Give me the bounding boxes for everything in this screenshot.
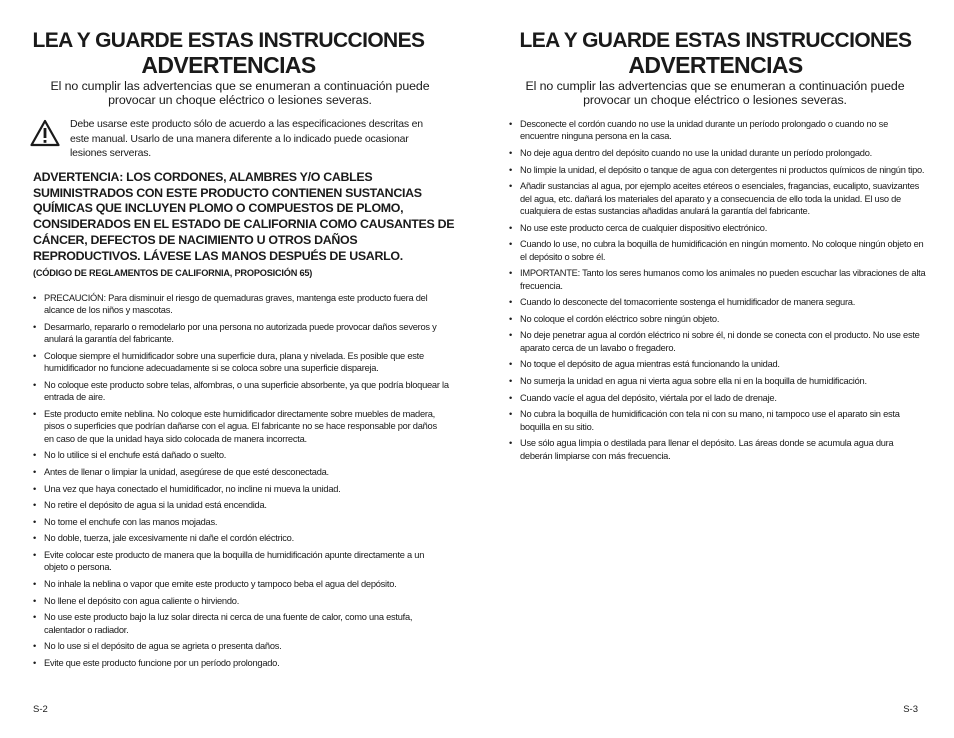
list-item: • Desarmarlo, repararlo o remodelarlo por una persona no autorizada puede provocar daños severos y anulará la garantía del fabricante.: [33, 321, 449, 346]
list-item: • No lo use si el depósito de agua se agrieta o presenta daños.: [33, 640, 449, 652]
prop65-warning: ADVERTENCIA: LOS CORDONES, ALAMBRES Y/O CABLES SUMINISTRADOS CON ESTE PRODUCTO CONTIENEN SUSTANCIAS QUÍMICAS QUE INCLUYEN PLOMO O COMPUESTOS DE PLOMO, CONSIDERADOS EN EL ESTADO DE CALIFORNIA COMO CAUSANTES DE CÁNCER, DEFECTOS DE NACIMIENTO U OTROS DAÑOS REPRODUCTIVOS. LÁVESE LAS MANOS DESPUÉS DE USARLO.: [33, 170, 455, 263]
caution-text: Debe usarse este producto sólo de acuerdo a las especificaciones descritas en este manual. Usarlo de una manera diferente a lo indicado puede ocasionar lesiones serveras.: [70, 118, 423, 160]
list-item: • No cubra la boquilla de humidificación con tela ni con su mano, ni tampoco use el aparato sin esta boquilla en su sitio.: [509, 408, 927, 433]
page-number: S-2: [33, 704, 48, 715]
list-item: • No use este producto cerca de cualquier dispositivo electrónico.: [509, 222, 927, 234]
list-item: • Este producto emite neblina. No coloque este humidificador directamente sobre muebles de madera, pisos o superficies que podrían dañarse con el agua. El fabricante no se hace responsable por daños en caso de que la unidad haya sido colocada de manera incorrecta.: [33, 408, 449, 445]
list-item: • No tome el enchufe con las manos mojadas.: [33, 516, 449, 528]
list-item: • Cuando lo desconecte del tomacorriente sostenga el humidificador de manera segura.: [509, 296, 927, 308]
list-item: • No toque el depósito de agua mientras está funcionando la unidad.: [509, 358, 927, 370]
warning-intro: El no cumplir las advertencias que se enumeran a continuación puede provocar un choque eléctrico o lesiones severas.: [50, 79, 430, 107]
list-item: • PRECAUCIÓN: Para disminuir el riesgo de quemaduras graves, mantenga este producto fuera del alcance de los niños y mascotas.: [33, 292, 449, 317]
list-item: • No doble, tuerza, jale excesivamente ni dañe el cordón eléctrico.: [33, 532, 449, 544]
page-heading: LEA Y GUARDE ESTAS INSTRUCCIONES: [519, 29, 912, 52]
warning-triangle-icon: [30, 119, 60, 147]
list-item: • No deje penetrar agua al cordón eléctrico ni sobre él, ni donde se conecta con el producto. No use este aparato cerca de un lavabo o fregadero.: [509, 329, 927, 354]
warning-intro: El no cumplir las advertencias que se enumeran a continuación puede provocar un choque eléctrico o lesiones severas.: [525, 79, 905, 107]
warnings-list-left: [33, 292, 449, 673]
list-item: • Evite colocar este producto de manera que la boquilla de humidificación apunte directamente a un objeto o persona.: [33, 549, 449, 574]
list-item: • No coloque el cordón eléctrico sobre ningún objeto.: [509, 313, 927, 325]
page-right: [477, 0, 954, 738]
list-item: • Añadir sustancias al agua, por ejemplo aceites etéreos o esenciales, fragancias, eucalipto, suavizantes del agua, etc. dañará los materiales del aparato y a consecuencia de ello toda la unidad. El uso de cualquiera de estas sustancias añadidas anulará la garantía del fabricante.: [509, 180, 927, 217]
list-item: • No llene el depósito con agua caliente o hirviendo.: [33, 595, 449, 607]
list-item: • Cuando lo use, no cubra la boquilla de humidificación en ningún momento. No coloque ningún objeto en el depósito o sobre él.: [509, 238, 927, 263]
list-item: • No inhale la neblina o vapor que emite este producto y tampoco beba el agua del depósito.: [33, 578, 449, 590]
section-title: ADVERTENCIAS: [628, 52, 803, 78]
list-item: • No retire el depósito de agua si la unidad está encendida.: [33, 499, 449, 511]
warnings-list-right: [509, 118, 927, 466]
list-item: • Desconecte el cordón cuando no use la unidad durante un período prolongado o cuando no se encuentre ninguna persona en la casa.: [509, 118, 927, 143]
list-item: • No limpie la unidad, el depósito o tanque de agua con detergentes ni productos químicos de ningún tipo.: [509, 164, 927, 176]
page-number: S-3: [903, 704, 918, 715]
list-item: • Cuando vacíe el agua del depósito, viértala por el lado de drenaje.: [509, 392, 927, 404]
section-title: ADVERTENCIAS: [141, 52, 316, 78]
list-item: • Coloque siempre el humidificador sobre una superficie dura, plana y nivelada. Es posible que este humidificador no funcione adecuadamente si se coloca sobre una superficie dispareja.: [33, 350, 449, 375]
list-item: • Evite que este producto funcione por un período prolongado.: [33, 657, 449, 669]
list-item: • No coloque este producto sobre telas, alfombras, o una superficie absorbente, ya que podría bloquear la entrada de aire.: [33, 379, 449, 404]
caution-notice: [30, 117, 440, 165]
list-item: • Use sólo agua limpia o destilada para llenar el depósito. Las áreas donde se acumula agua dura deberán limpiarse con más frecuencia.: [509, 437, 927, 462]
list-item: • Antes de llenar o limpiar la unidad, asegúrese de que esté desconectada.: [33, 466, 449, 478]
list-item: • No use este producto bajo la luz solar directa ni cerca de una fuente de calor, como una estufa, calentador o radiador.: [33, 611, 449, 636]
list-item: • No sumerja la unidad en agua ni vierta agua sobre ella ni en la boquilla de humidificación.: [509, 375, 927, 387]
list-item: • No deje agua dentro del depósito cuando no use la unidad durante un período prolongado.: [509, 147, 927, 159]
prop65-citation: (CÓDIGO DE REGLAMENTOS DE CALIFORNIA, PROPOSICIÓN 65): [33, 268, 313, 278]
list-item: • IMPORTANTE: Tanto los seres humanos como los animales no pueden escuchar las vibraciones de alta frecuencia.: [509, 267, 927, 292]
list-item: • Una vez que haya conectado el humidificador, no incline ni mueva la unidad.: [33, 483, 449, 495]
list-item: • No lo utilice si el enchufe está dañado o suelto.: [33, 449, 449, 461]
page-heading: LEA Y GUARDE ESTAS INSTRUCCIONES: [32, 29, 425, 52]
